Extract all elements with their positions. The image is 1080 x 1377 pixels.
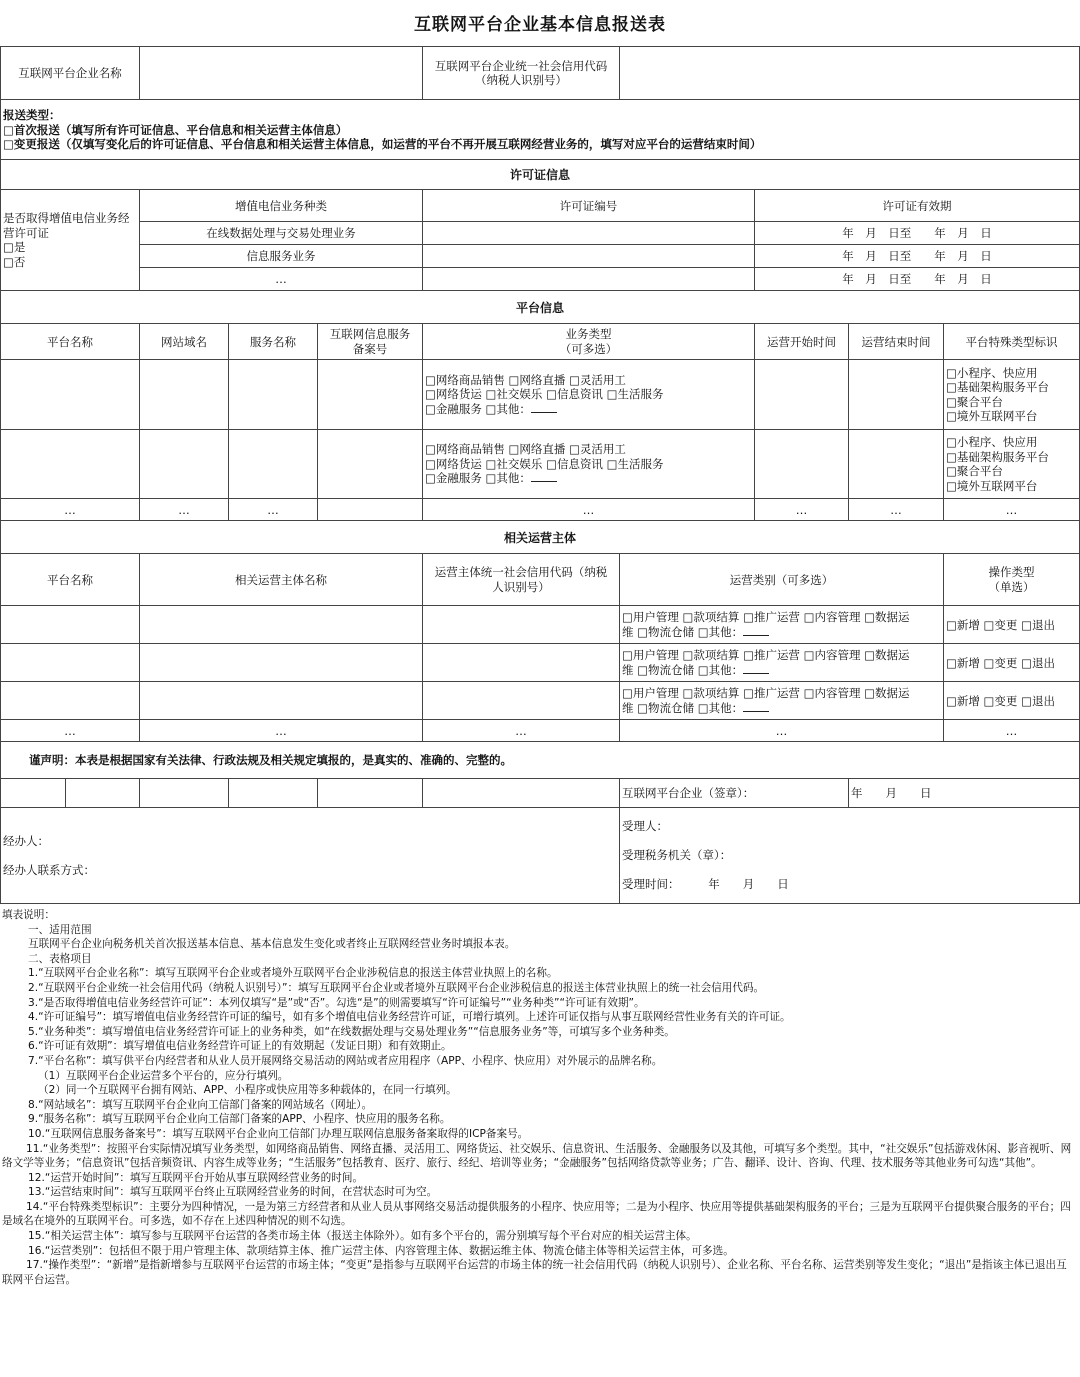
op-type-options[interactable]: □新增 □变更 □退出 [944, 644, 1080, 682]
report-type-first[interactable]: □首次报送（填写所有许可证信息、平台信息和相关运营主体信息） [3, 122, 348, 137]
op-category-options[interactable]: □用户管理 □款项结算 □推广运营 □内容管理 □数据运 维 □物流仓储 □其他： [620, 682, 944, 720]
special-type-options[interactable]: □小程序、快应用 □基础架构服务平台 □聚合平台 □境外互联网平台 [944, 360, 1080, 430]
license-yes-checkbox[interactable]: □是 [3, 240, 26, 254]
col-business-type: 业务类型 （可多选） [423, 324, 755, 360]
seal-label: 互联网平台企业（签章）： [620, 779, 849, 808]
notes-item: 14.“平台特殊类型标识”：主要分为四种情况，一是为第三方经营者和从业人员从事网络交易活动提供服务的小程序、快应用等；二是为小程序、快应用等提供基础架构服务的平台；三是为互联网平台提供聚合服务的平台；四是域名在境外的互联网平台。可多选，如不存在上述四种情况的则不勾选。 [2, 1200, 1071, 1228]
notes-item: 11.“业务类型”：按照平台实际情况填写业务类型，如网络商品销售、网络直播、灵活用工、网络货运、社交娱乐、信息资讯、生活服务、金融服务以及其他，可填写多个类型。其中，“社交娱乐”包括游戏休闲、影音视听、网络文学等业务；“信息资讯”包括音频资讯、内容生成等业务；“生活服务”包括教育、医疗、旅行、经纪、培训等业务；“金融服务”包括网络贷款等业务；广告、翻译、设计、咨询、代理、技术服务等其他业务可勾选“其他”。 [2, 1142, 1072, 1170]
op-category-options[interactable]: □用户管理 □款项结算 □推广运营 □内容管理 □数据运 维 □物流仓储 □其他： [620, 644, 944, 682]
operators-ellipsis-row: … … … … … [1, 720, 1080, 742]
license-yesno-cell: 是否取得增值电信业务经 营许可证 □是 □否 [1, 190, 140, 291]
company-row [1, 47, 1080, 100]
operators-header-row [1, 554, 1080, 606]
notes-item: 1.“互联网平台企业名称”：填写互联网平台企业或者境外互联网平台企业涉税信息的报送主体营业执照上的名称。 [28, 967, 558, 980]
notes-item: 3.“是否取得增值电信业务经营许可证”：本列仅填写“是”或“否”。勾选“是”的则需要填写“许可证编号”“业务种类”“许可证有效期”。 [28, 996, 645, 1009]
operator-row [1, 644, 1080, 682]
declaration: 谨声明：本表是根据国家有关法律、行政法规及相关规定填报的，是真实的、准确的、完整的。 [1, 742, 1080, 779]
col-special-type: 平台特殊类型标识 [944, 324, 1080, 360]
report-type-cell [1, 100, 1080, 160]
tax-office-label[interactable]: 受理税务机关（章）： [622, 848, 732, 862]
platform-section-title: 平台信息 [1, 291, 1080, 324]
handler-label[interactable]: 经办人： [3, 833, 49, 848]
notes-item: 8.“网站域名”：填写互联网平台企业向工信部门备案的网站域名（网址）。 [28, 1098, 373, 1111]
notes-subitem: （2）同一个互联网平台拥有网站、APP、小程序或快应用等多种载体的，在同一行填列。 [38, 1084, 457, 1097]
notes-item: 9.“服务名称”：填写互联网平台企业向工信部门备案的APP、小程序、快应用的服务名称。 [28, 1113, 451, 1126]
platform-row [1, 360, 1080, 430]
notes-item: 15.“相关运营主体”：填写参与互联网平台运营的各类市场主体（报送主体除外）。如有多个平台的，需分别填写每个平台对应的相关运营主体。 [28, 1230, 697, 1243]
col-icp: 互联网信息服务 备案号 [318, 324, 423, 360]
info-form-table [0, 46, 1080, 904]
col-platform-name: 平台名称 [1, 324, 140, 360]
credit-code-field[interactable] [620, 47, 1080, 100]
col-op-category: 运营类别（可多选） [620, 554, 944, 606]
handler-contact-label[interactable]: 经办人联系方式： [3, 862, 95, 877]
col-license-validity: 许可证有效期 [755, 190, 1080, 222]
license-row: … 年 月 日至 年 月 日 [1, 268, 1080, 291]
license-row: 在线数据处理与交易处理业务 年 月 日至 年 月 日 [1, 222, 1080, 245]
receiver-cell [620, 808, 1080, 904]
business-type-options[interactable]: □网络商品销售 □网络直播 □灵活用工 □网络货运 □社交娱乐 □信息资讯 □生活服务 □金融服务 □其他： [423, 430, 755, 499]
col-license-type: 增值电信业务种类 [140, 190, 423, 222]
notes-item: 16.“运营类别”：包括但不限于用户管理主体、款项结算主体、推广运营主体、内容管理主体、数据运维主体、物流仓储主体等相关运营主体，可多选。 [28, 1244, 734, 1257]
col-op-name: 相关运营主体名称 [140, 554, 423, 606]
license-section-title: 许可证信息 [1, 160, 1080, 190]
handler-row [1, 808, 1080, 904]
license-row: 信息服务业务 年 月 日至 年 月 日 [1, 245, 1080, 268]
notes-heading: 填表说明： [2, 909, 55, 921]
notes-item: 4.“许可证编号”：填写增值电信业务经营许可证的编号，如有多个增值电信业务经营许可证，可增行填列。上述许可证仅指与从事互联网经营性业务有关的许可证。 [28, 1011, 791, 1024]
op-type-options[interactable]: □新增 □变更 □退出 [944, 682, 1080, 720]
notes-item: 7.“平台名称”：填写供平台内经营者和从业人员开展网络交易活动的网站或者应用程序（APP、小程序、快应用）对外展示的品牌名称。 [28, 1054, 663, 1067]
operators-section-title: 相关运营主体 [1, 521, 1080, 554]
notes-item: 10.“互联网信息服务备案号”：填写互联网平台企业向工信部门办理互联网信息服务备案取得的ICP备案号。 [28, 1127, 529, 1140]
col-op-platform: 平台名称 [1, 554, 140, 606]
operator-row [1, 682, 1080, 720]
receiver-label[interactable]: 受理人： [622, 819, 669, 833]
notes-subitem: （1）互联网平台企业运营多个平台的，应分行填列。 [38, 1069, 289, 1082]
platform-ellipsis-row: … … … … … … … [1, 499, 1080, 521]
notes-item: 6.“许可证有效期”：填写增值电信业务经营许可证上的有效期起（发证日期）和有效期止。 [28, 1040, 452, 1053]
operator-row [1, 606, 1080, 644]
report-type-label: 报送类型： [3, 108, 61, 122]
notes-item: 12.“运营开始时间”：填写互联网平台开始从事互联网经营业务的时间。 [28, 1171, 364, 1184]
business-type-options[interactable]: □网络商品销售 □网络直播 □灵活用工 □网络货运 □社交娱乐 □信息资讯 □生活服务 □金融服务 □其他： [423, 360, 755, 430]
notes-section: 一、适用范围 [28, 923, 92, 936]
handler-cell [1, 808, 620, 904]
report-type-row [1, 100, 1080, 160]
op-category-options[interactable]: □用户管理 □款项结算 □推广运营 □内容管理 □数据运 维 □物流仓储 □其他： [620, 606, 944, 644]
notes-section: 二、表格项目 [28, 952, 92, 965]
report-type-change[interactable]: □变更报送（仅填写变化后的许可证信息、平台信息和相关运营主体信息，如运营的平台不再开展互联网经营业务的，填写对应平台的运营结束时间） [3, 137, 762, 151]
platform-row [1, 430, 1080, 499]
notes-item: 5.“业务种类”：填写增值电信业务经营许可证上的业务种类，如“在线数据处理与交易处理业务”“信息服务业务”等，可填写多个业务种类。 [28, 1025, 675, 1038]
notes-item: 17.“操作类型”：“新增”是指新增参与互联网平台运营的市场主体；“变更”是指参与互联网平台运营的市场主体的统一社会信用代码（纳税人识别号）、企业名称、平台名称、运营类别等发生变化；“退出”是指该主体已退出互联网平台运营。 [2, 1259, 1067, 1286]
platform-header-row [1, 324, 1080, 360]
notes-item: 13.“运营结束时间”：填写互联网平台终止互联网经营业务的时间，在营状态时可为空。 [28, 1186, 438, 1199]
col-end-time: 运营结束时间 [849, 324, 944, 360]
col-start-time: 运营开始时间 [755, 324, 849, 360]
company-name-label: 互联网平台企业名称 [1, 47, 140, 100]
credit-code-label: 互联网平台企业统一社会信用代码 （纳税人识别号） [423, 47, 620, 100]
col-domain: 网站域名 [140, 324, 229, 360]
notes-item: 2.“互联网平台企业统一社会信用代码（纳税人识别号）”：填写互联网平台企业或者境外互联网平台企业涉税信息的报送主体营业执照上的统一社会信用代码。 [28, 981, 765, 994]
col-op-type: 操作类型 （单选） [944, 554, 1080, 606]
seal-row [1, 779, 1080, 808]
seal-date[interactable]: 年 月 日 [849, 779, 1080, 808]
col-op-credit: 运营主体统一社会信用代码（纳税 人识别号） [423, 554, 620, 606]
op-type-options[interactable]: □新增 □变更 □退出 [944, 606, 1080, 644]
instructions [2, 908, 1076, 1287]
special-type-options[interactable]: □小程序、快应用 □基础架构服务平台 □聚合平台 □境外互联网平台 [944, 430, 1080, 499]
receive-time-label[interactable]: 受理时间： 年 月 日 [622, 877, 789, 891]
form-title: 互联网平台企业基本信息报送表 [414, 15, 666, 35]
license-no-checkbox[interactable]: □否 [3, 254, 26, 269]
col-license-number: 许可证编号 [423, 190, 755, 222]
col-service-name: 服务名称 [229, 324, 318, 360]
notes-paragraph: 互联网平台企业向税务机关首次报送基本信息、基本信息发生变化或者终止互联网经营业务时填报本表。 [28, 938, 516, 951]
company-name-field[interactable] [140, 47, 423, 100]
